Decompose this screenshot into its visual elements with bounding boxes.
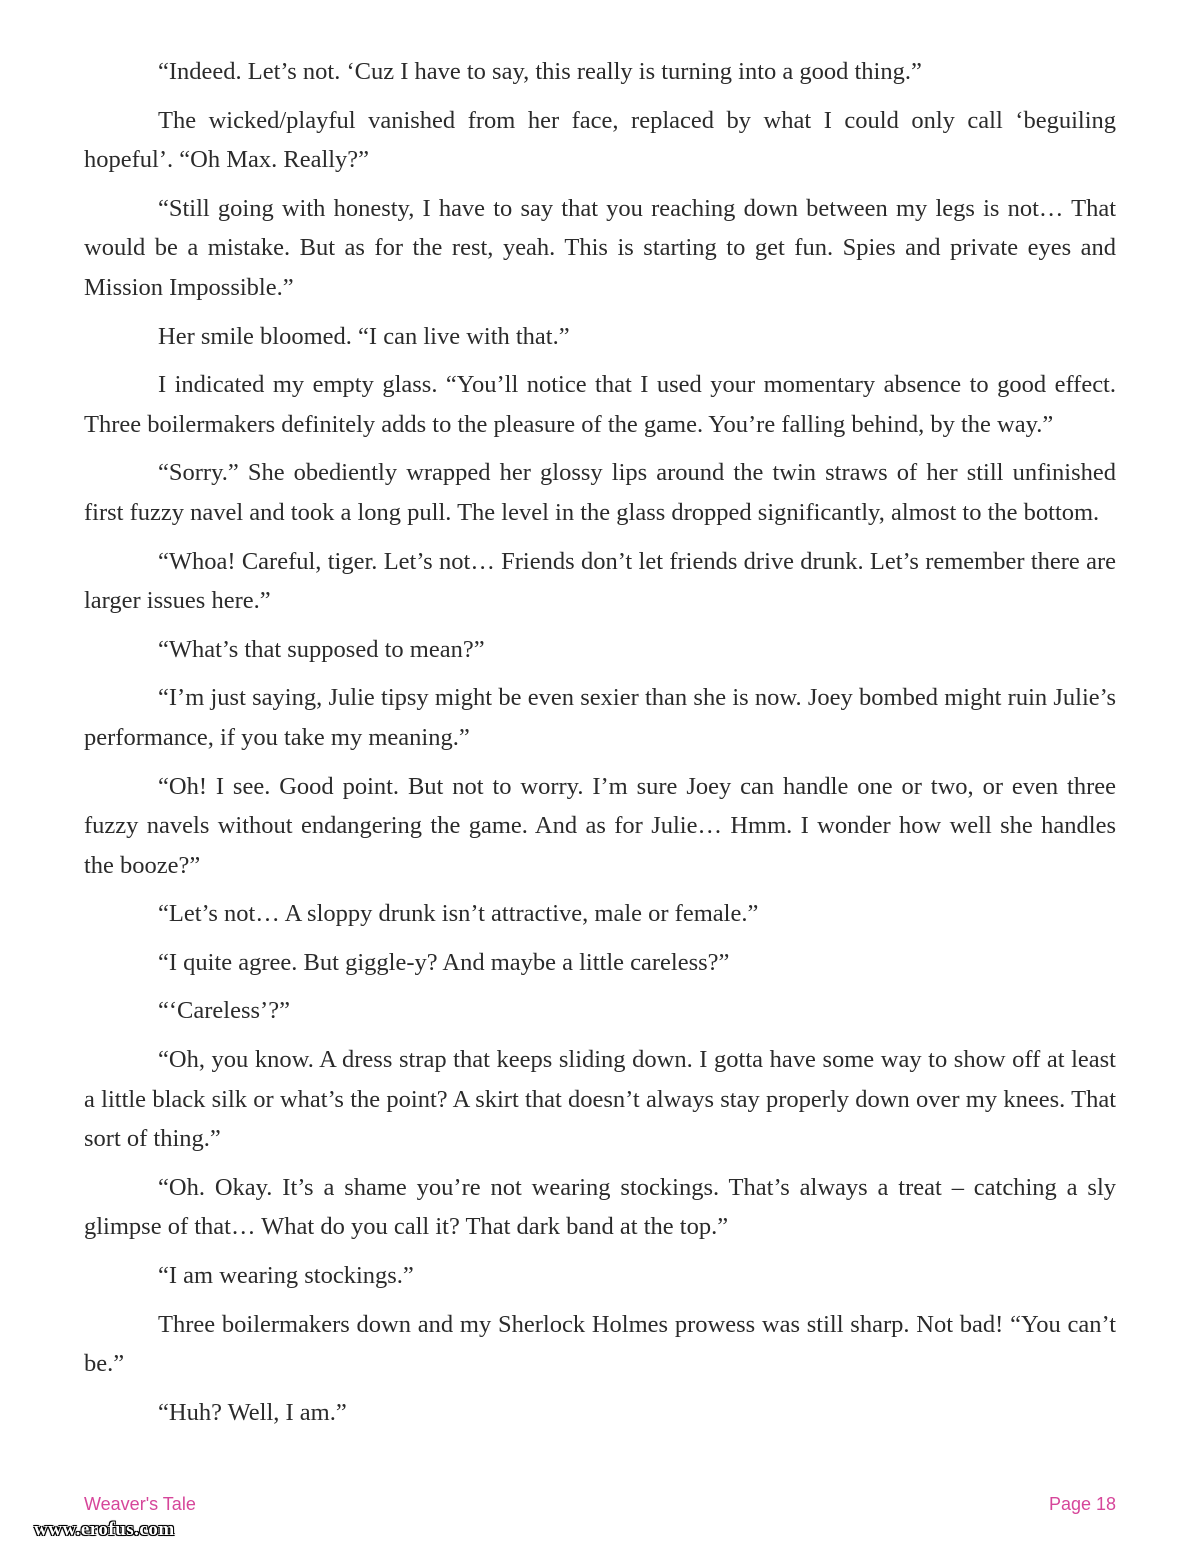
paragraph: “Sorry.” She obediently wrapped her glossy lips around the twin straws of her still unfinished first fuzzy navel and took a long pull. The level in the glass dropped significantly, almost to the bottom. bbox=[84, 459, 1116, 526]
paragraph: Three boilermakers down and my Sherlock Holmes prowess was still sharp. Not bad! “You can’t be.” bbox=[84, 1310, 1116, 1378]
paragraph: “Oh! I see. Good point. But not to worry. I’m sure Joey can handle one or two, or even three fuzzy navels without endangering the game. And as for Julie… Hmm. I wonder how well she handles the booze?” bbox=[84, 772, 1116, 879]
paragraph: “Indeed. Let’s not. ‘Cuz I have to say, this really is turning into a good thing.” bbox=[158, 58, 922, 85]
paragraph: “Let’s not… A sloppy drunk isn’t attractive, male or female.” bbox=[158, 900, 759, 928]
body-text bbox=[84, 52, 1116, 1441]
paragraph: “Oh. Okay. It’s a shame you’re not wearing stockings. That’s always a treat – catching a sly glimpse of that… What do you call it? That dark band at the top.” bbox=[84, 1173, 1116, 1241]
paragraph: “Huh? Well, I am.” bbox=[158, 1398, 347, 1426]
paragraph: “I am wearing stockings.” bbox=[158, 1262, 414, 1290]
paragraph: “Still going with honesty, I have to say that you reaching down between my legs is not… That would be a mistake. But as for the rest, yeah. This is starting to get fun. Spies and private eyes and Mission Impossible.” bbox=[84, 194, 1116, 301]
page-footer bbox=[84, 1494, 1116, 1520]
paragraph: Her smile bloomed. “I can live with that.” bbox=[158, 322, 570, 350]
page-number: Page 18 bbox=[1048, 1494, 1116, 1514]
paragraph: I indicated my empty glass. “You’ll notice that I used your momentary absence to good effect. Three boilermakers definitely adds to the pleasure of the game. You’re falling behind, by the way.” bbox=[84, 371, 1116, 438]
paragraph: “‘Careless’?” bbox=[158, 997, 290, 1025]
paragraph: “I quite agree. But giggle-y? And maybe a little careless?” bbox=[158, 948, 730, 976]
paragraph: “What’s that supposed to mean?” bbox=[158, 635, 485, 663]
paragraph: “Whoa! Careful, tiger. Let’s not… Friends don’t let friends drive drunk. Let’s remember there are larger issues here.” bbox=[84, 547, 1116, 615]
book-title: Weaver's Tale bbox=[84, 1494, 196, 1514]
watermark: www.erofus.com bbox=[34, 1519, 175, 1540]
paragraph: “I’m just saying, Julie tipsy might be even sexier than she is now. Joey bombed might ruin Julie’s performance, if you take my meaning.” bbox=[84, 684, 1116, 751]
paragraph: The wicked/playful vanished from her face, replaced by what I could only call ‘beguiling hopeful’. “Oh Max. Really?” bbox=[84, 106, 1116, 174]
paragraph: “Oh, you know. A dress strap that keeps sliding down. I gotta have some way to show off at least a little black silk or what’s the point? A skirt that doesn’t always stay properly down over my knees. That sort of thing.” bbox=[84, 1046, 1116, 1153]
